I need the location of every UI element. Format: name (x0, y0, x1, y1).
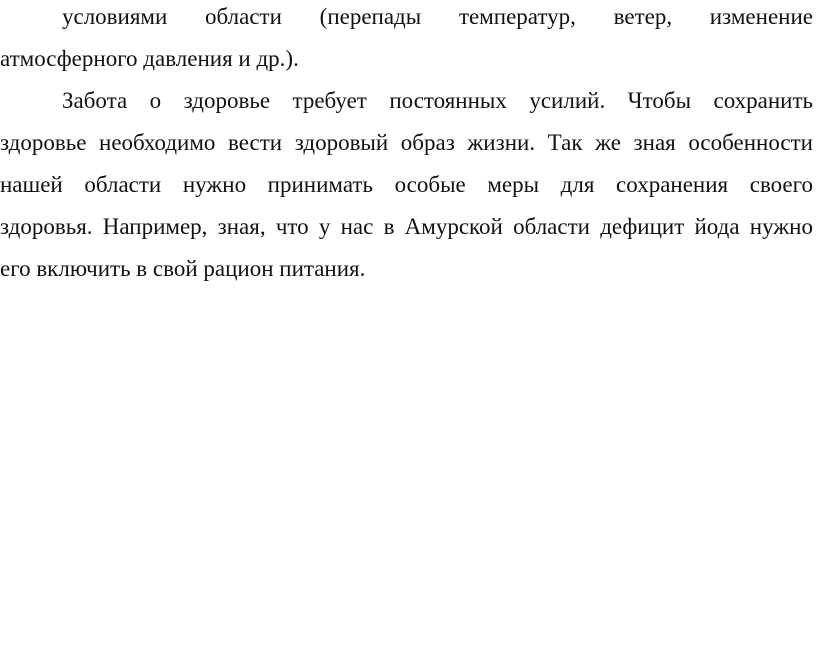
paragraph-1-line-1: условиями области (перепады температур, ветер, изменение (62, 4, 813, 29)
paragraph-2-line-1: Забота о здоровье требует постоянных усилий. Чтобы сохранить (62, 88, 813, 113)
paragraph-2-line-5: его включить в свой рацион питания. (0, 256, 366, 281)
paragraph-2-line-3: нашей области нужно принимать особые меры для сохранения своего (0, 172, 813, 197)
paragraph-2-line-2: здоровье необходимо вести здоровый образ жизни. Так же зная особенности (0, 130, 813, 155)
paragraph-1-line-2: атмосферного давления и др.). (0, 46, 299, 71)
paragraph-2-line-4: здоровья. Например, зная, что у нас в Амурской области дефицит йода нужно (0, 214, 813, 239)
